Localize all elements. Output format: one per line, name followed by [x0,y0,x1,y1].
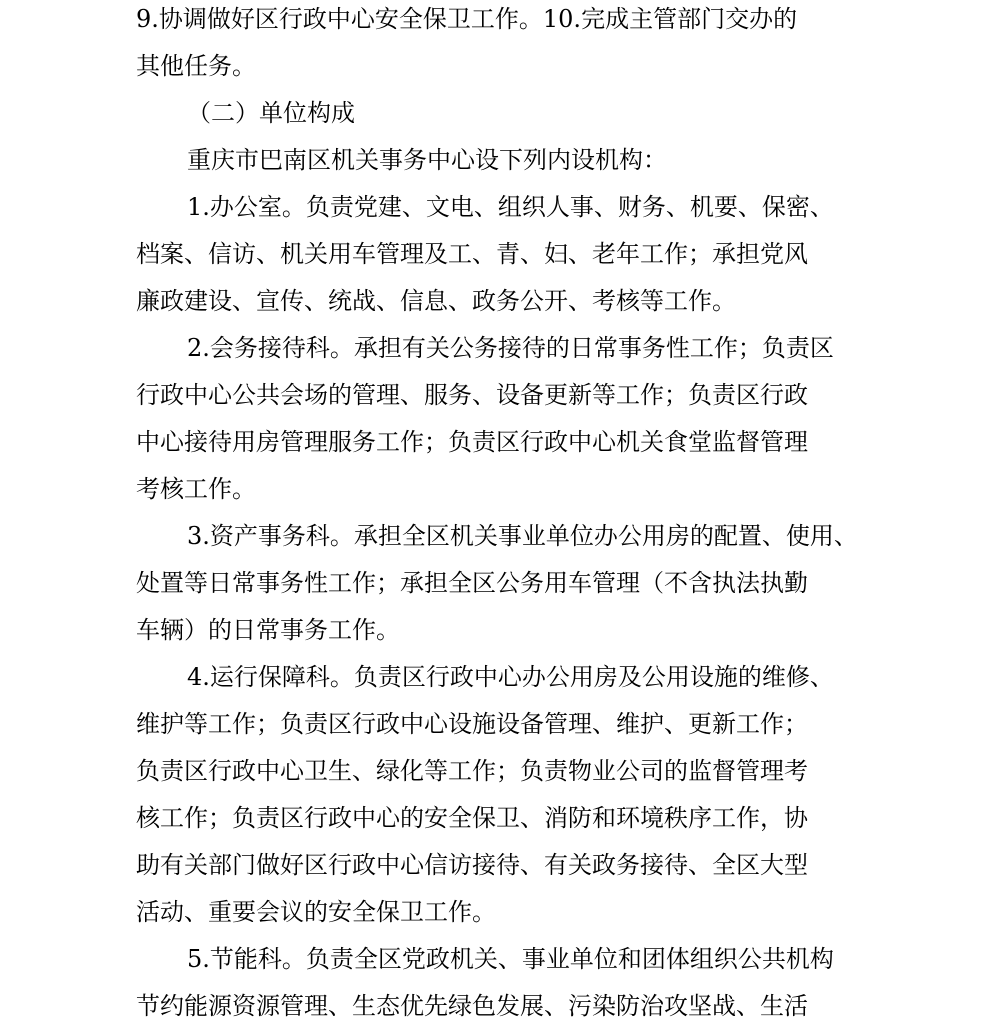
text-line: 中心接待用房管理服务工作；负责区行政中心机关食堂监督管理 [136,428,808,456]
text-line: 考核工作。 [136,475,256,503]
text-line: 维护等工作；负责区行政中心设施设备管理、维护、更新工作； [136,710,808,738]
section-heading: （二）单位构成 [187,99,355,127]
text-line: 4.运行保障科。负责区行政中心办公用房及公用设施的维修、 [187,663,834,691]
text-line: 车辆）的日常事务工作。 [136,616,400,644]
text-line: 核工作；负责区行政中心的安全保卫、消防和环境秩序工作，协 [136,804,808,832]
text-line: 廉政建设、宣传、统战、信息、政务公开、考核等工作。 [136,287,736,315]
text-line: 负责区行政中心卫生、绿化等工作；负责物业公司的监督管理考 [136,757,808,785]
text-line: 节约能源资源管理、生态优先绿色发展、污染防治攻坚战、生活 [136,992,808,1020]
text-line: 行政中心公共会场的管理、服务、设备更新等工作；负责区行政 [136,381,808,409]
text-line: 重庆市巴南区机关事务中心设下列内设机构： [187,146,667,174]
text-line: 档案、信访、机关用车管理及工、青、妇、老年工作；承担党风 [136,240,808,268]
text-line: 处置等日常事务性工作；承担全区公务用车管理（不含执法执勤 [136,569,808,597]
text-line: 1.办公室。负责党建、文电、组织人事、财务、机要、保密、 [187,193,834,221]
text-line: 5.节能科。负责全区党政机关、事业单位和团体组织公共机构 [187,945,834,973]
text-line: 2.会务接待科。承担有关公务接待的日常事务性工作；负责区 [187,334,834,362]
text-line: 9.协调做好区行政中心安全保卫工作。10.完成主管部门交办的 [136,5,798,33]
text-line: 其他任务。 [136,52,256,80]
text-line: 3.资产事务科。承担全区机关事业单位办公用房的配置、使用、 [187,522,858,550]
text-line: 活动、重要会议的安全保卫工作。 [136,898,496,926]
text-line: 助有关部门做好区行政中心信访接待、有关政务接待、全区大型 [136,851,808,879]
